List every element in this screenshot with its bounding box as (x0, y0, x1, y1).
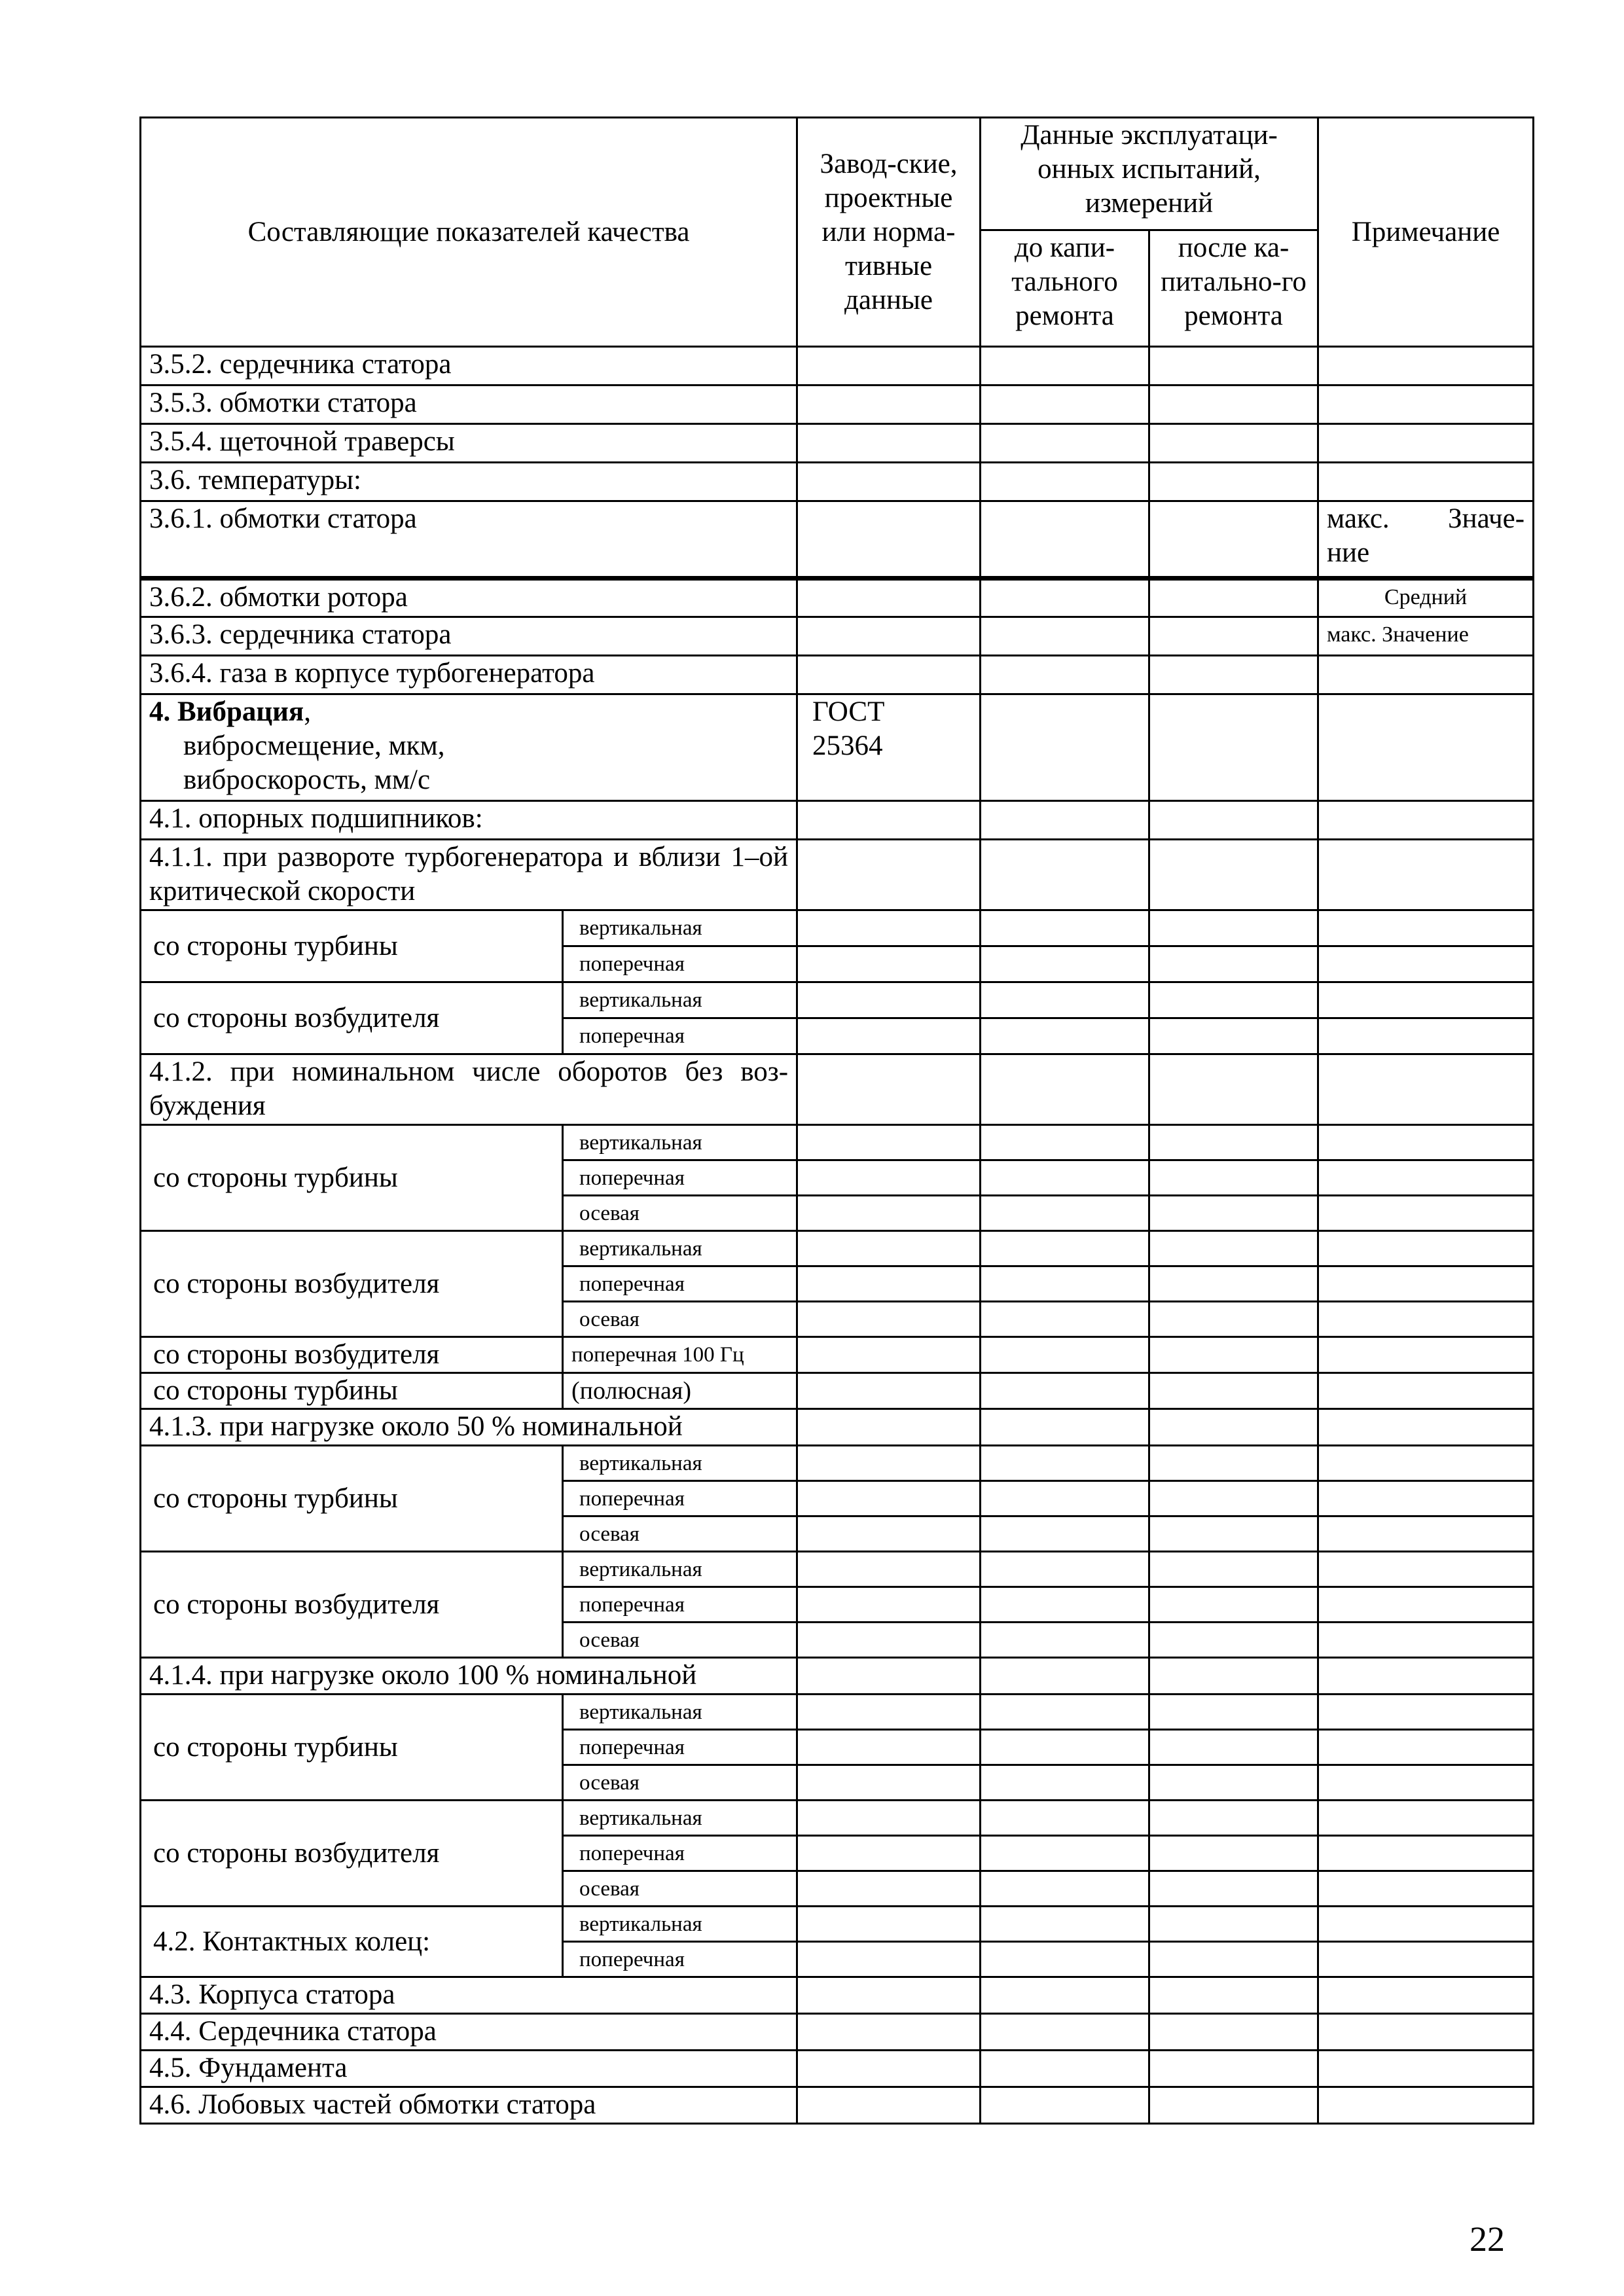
table-row (141, 501, 1534, 579)
table-row (141, 1695, 1534, 1730)
table-row (141, 656, 1534, 694)
standard-text: ГОСТ (812, 696, 885, 727)
header-after-repair: после ка-питально-го ремонта (1149, 230, 1318, 347)
standard-cell (797, 694, 981, 801)
table-row (141, 1907, 1534, 1942)
row-label: 3.6.2. обмотки ротора (141, 579, 797, 617)
direction-label: вертикальная (563, 1907, 797, 1942)
header-note: Примечание (1318, 118, 1534, 347)
row-label: 3.5.2. сердечника статора (141, 347, 797, 386)
group-label: со стороны возбудителя (141, 1801, 563, 1907)
table-row (141, 463, 1534, 501)
group-label: со стороны турбины (141, 1695, 563, 1801)
direction-label: осевая (563, 1516, 797, 1552)
group-label: со стороны турбины (141, 1125, 563, 1231)
table-row (141, 1409, 1534, 1446)
table-row (141, 579, 1534, 617)
group-label: со стороны возбудителя (141, 982, 563, 1054)
table-row (141, 347, 1534, 386)
table-row (141, 1446, 1534, 1481)
table-row (141, 694, 1534, 801)
table-row (141, 1373, 1534, 1409)
row-label: 4.1.3. при нагрузке около 50 % номинальной (141, 1409, 797, 1446)
direction-label: осевая (563, 1196, 797, 1231)
group-label: со стороны турбины (141, 1446, 563, 1552)
table-row (141, 1054, 1534, 1125)
direction-label: вертикальная (563, 1801, 797, 1836)
table-row (141, 2051, 1534, 2087)
direction-label: вертикальная (563, 1231, 797, 1266)
note-text: Значе- (1448, 503, 1525, 534)
table-row (141, 2087, 1534, 2124)
direction-label: поперечная (563, 1730, 797, 1765)
row-label: 4.1.4. при нагрузке около 100 % номинальной (141, 1658, 797, 1695)
group-label: со стороны возбудителя (141, 1231, 563, 1337)
group-label: со стороны возбудителя (141, 1552, 563, 1658)
group-label: со стороны возбудителя (141, 1337, 563, 1373)
table-row (141, 386, 1534, 424)
direction-label: вертикальная (563, 1446, 797, 1481)
row-label: 3.6.4. газа в корпусе турбогенератора (141, 656, 797, 694)
header-operational-data: Данные эксплуатаци-онных испытаний, измерений (981, 118, 1318, 230)
direction-label: вертикальная (563, 1125, 797, 1160)
table-row (141, 910, 1534, 946)
table-row (141, 1337, 1534, 1373)
direction-label: осевая (563, 1623, 797, 1658)
section-title: 4. Вибрация (149, 696, 304, 727)
row-label: 3.5.4. щеточной траверсы (141, 424, 797, 463)
group-label: со стороны турбины (141, 1373, 563, 1409)
table-row (141, 1552, 1534, 1587)
direction-label: осевая (563, 1765, 797, 1801)
table-row (141, 1125, 1534, 1160)
direction-label: вертикальная (563, 910, 797, 946)
note-cell: макс. Значение (1318, 617, 1534, 656)
row-label: 4.1.2. при номинальном числе оборотов без воз-буждения (141, 1054, 797, 1125)
direction-label: осевая (563, 1302, 797, 1337)
table-row (141, 1801, 1534, 1836)
group-label: 4.2. Контактных колец: (141, 1907, 563, 1977)
header-indicators: Составляющие показателей качества (141, 118, 797, 347)
direction-label: поперечная (563, 1481, 797, 1516)
row-label: 3.6. температуры: (141, 463, 797, 501)
row-label (141, 694, 797, 801)
note-text: макс. (1327, 503, 1390, 534)
row-label: 4.5. Фундамента (141, 2051, 797, 2087)
direction-label: поперечная (563, 1942, 797, 1977)
quality-indicators-table (139, 117, 1534, 2125)
row-text: вибросмещение, мкм, (183, 730, 445, 761)
table-row (141, 424, 1534, 463)
group-label: со стороны турбины (141, 910, 563, 982)
direction-label: поперечная 100 Гц (563, 1337, 797, 1373)
direction-label: вертикальная (563, 982, 797, 1018)
row-label: 3.5.3. обмотки статора (141, 386, 797, 424)
direction-label: поперечная (563, 1160, 797, 1196)
direction-label: поперечная (563, 1266, 797, 1302)
row-text: , (304, 696, 311, 727)
row-label: 4.3. Корпуса статора (141, 1977, 797, 2014)
direction-label: (полюсная) (563, 1373, 797, 1409)
table-row (141, 617, 1534, 656)
table-row (141, 1977, 1534, 2014)
table-row (141, 801, 1534, 840)
direction-label: поперечная (563, 946, 797, 982)
row-label: 4.1. опорных подшипников: (141, 801, 797, 840)
direction-label: поперечная (563, 1587, 797, 1623)
table-row (141, 982, 1534, 1018)
note-cell (1318, 501, 1534, 579)
header-before-repair: до капи-тального ремонта (981, 230, 1149, 347)
direction-label: вертикальная (563, 1552, 797, 1587)
note-cell: Средний (1318, 579, 1534, 617)
row-label: 4.4. Сердечника статора (141, 2014, 797, 2051)
direction-label: вертикальная (563, 1695, 797, 1730)
row-label: 3.6.1. обмотки статора (141, 501, 797, 579)
page-number: 22 (1470, 2219, 1505, 2259)
table-row (141, 1231, 1534, 1266)
row-label: 4.1.1. при развороте турбогенератора и вблизи 1–ой критической скорости (141, 840, 797, 910)
table-row (141, 1658, 1534, 1695)
row-label: 3.6.3. сердечника статора (141, 617, 797, 656)
table-row (141, 840, 1534, 910)
row-text: виброскорость, мм/с (183, 764, 431, 795)
table-row (141, 2014, 1534, 2051)
direction-label: осевая (563, 1871, 797, 1907)
header-factory-data: Завод-ские, проектные или норма-тивные данные (797, 118, 981, 347)
direction-label: поперечная (563, 1018, 797, 1054)
row-label: 4.6. Лобовых частей обмотки статора (141, 2087, 797, 2124)
note-text: ние (1327, 537, 1370, 568)
direction-label: поперечная (563, 1836, 797, 1871)
standard-number: 25364 (812, 730, 883, 761)
